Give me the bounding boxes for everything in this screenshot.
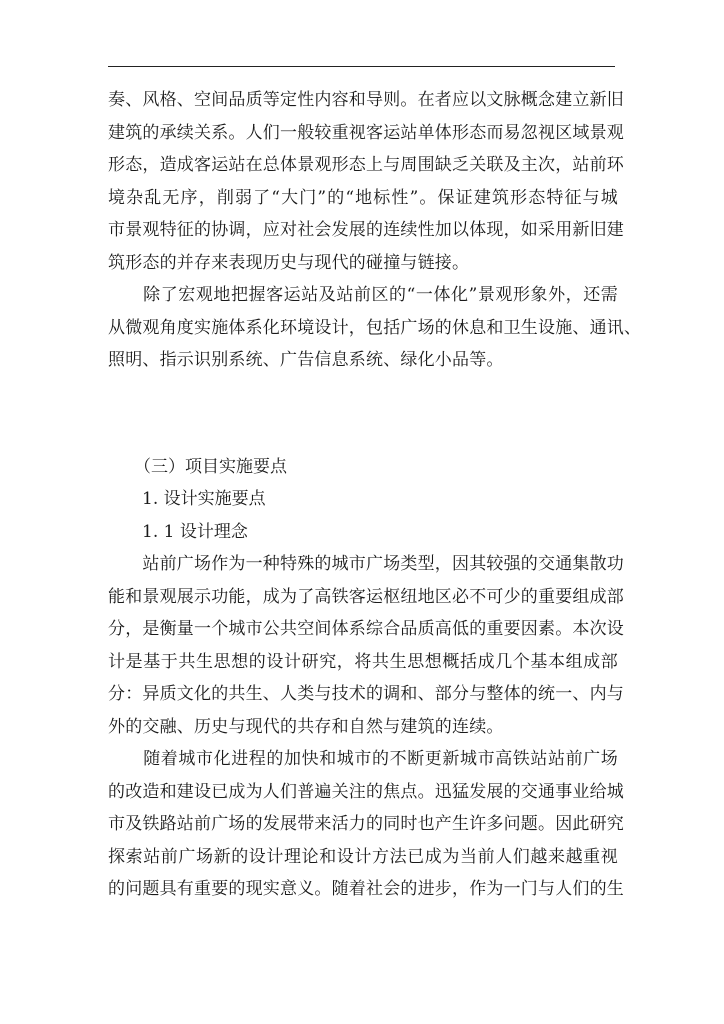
text-line: 探索站前广场新的设计理论和设计方法已成为当前人们越来越重视 bbox=[108, 846, 618, 867]
text-line: 照明、指示识别系统、广告信息系统、绿化小品等。 bbox=[108, 350, 504, 370]
text-line: 奏、风格、空间品质等定性内容和导则。在者应以文脉概念建立新旧 bbox=[108, 90, 624, 110]
subheading-level-1: 1. 设计实施要点 bbox=[142, 489, 266, 509]
text-line: 的改造和建设已成为人们普遍关注的焦点。迅猛发展的交通事业给城 bbox=[108, 781, 624, 802]
text-line: 站前广场作为一种特殊的城市广场类型，因其较强的交通集散功 bbox=[108, 554, 624, 574]
paragraph-landscape-continuity bbox=[108, 84, 624, 279]
text-line: 计是基于共生思想的设计研究，将共生思想概括成几个基本组成部 bbox=[108, 651, 618, 672]
text-line: 形态，造成客运站在总体景观形态上与周围缺乏关联及主次，站前环 bbox=[108, 155, 624, 175]
text-line: 外的交融、历史与现代的共存和自然与建筑的连续。 bbox=[108, 716, 504, 737]
header-rule bbox=[108, 66, 615, 67]
text-line: 境杂乱无序，削弱了“大门”的“地标性”。保证建筑形态特征与城 bbox=[108, 187, 618, 208]
subheading-level-2: 1. 1 设计理念 bbox=[142, 521, 248, 542]
text-line: 的问题具有重要的现实意义。随着社会的进步，作为一门与人们的生 bbox=[108, 879, 624, 899]
section-heading: （三）项目实施要点 bbox=[134, 456, 287, 477]
text-line: 从微观角度实施体系化环境设计，包括广场的休息和卫生设施、通讯、 bbox=[108, 317, 642, 338]
text-line: 市景观特征的协调，应对社会发展的连续性加以体现，如采用新旧建 bbox=[108, 220, 624, 240]
paragraph-micro-design bbox=[108, 279, 642, 377]
text-line: 随着城市化进程的加快和城市的不断更新城市高铁站站前广场 bbox=[108, 749, 618, 769]
text-line: 分，是衡量一个城市公共空间体系综合品质高低的重要因素。本次设 bbox=[108, 619, 624, 639]
paragraph-urbanization bbox=[108, 743, 624, 906]
paragraph-design-concept bbox=[108, 548, 624, 743]
text-line: 筑形态的并存来表现历史与现代的碰撞与链接。 bbox=[108, 252, 470, 273]
text-line: 能和景观展示功能，成为了高铁客运枢纽地区必不可少的重要组成部 bbox=[108, 586, 624, 607]
spacer bbox=[108, 377, 618, 451]
text-line: 除了宏观地把握客运站及站前区的“一体化”景观形象外，还需 bbox=[108, 285, 618, 305]
text-line: 建筑的承续关系。人们一般较重视客运站单体形态而易忽视区域景观 bbox=[108, 122, 624, 143]
text-line: 分：异质文化的共生、人类与技术的调和、部分与整体的统一、内与 bbox=[108, 684, 624, 704]
document-body bbox=[108, 84, 642, 906]
text-line: 市及铁路站前广场的发展带来活力的同时也产生许多问题。因此研究 bbox=[108, 814, 624, 834]
